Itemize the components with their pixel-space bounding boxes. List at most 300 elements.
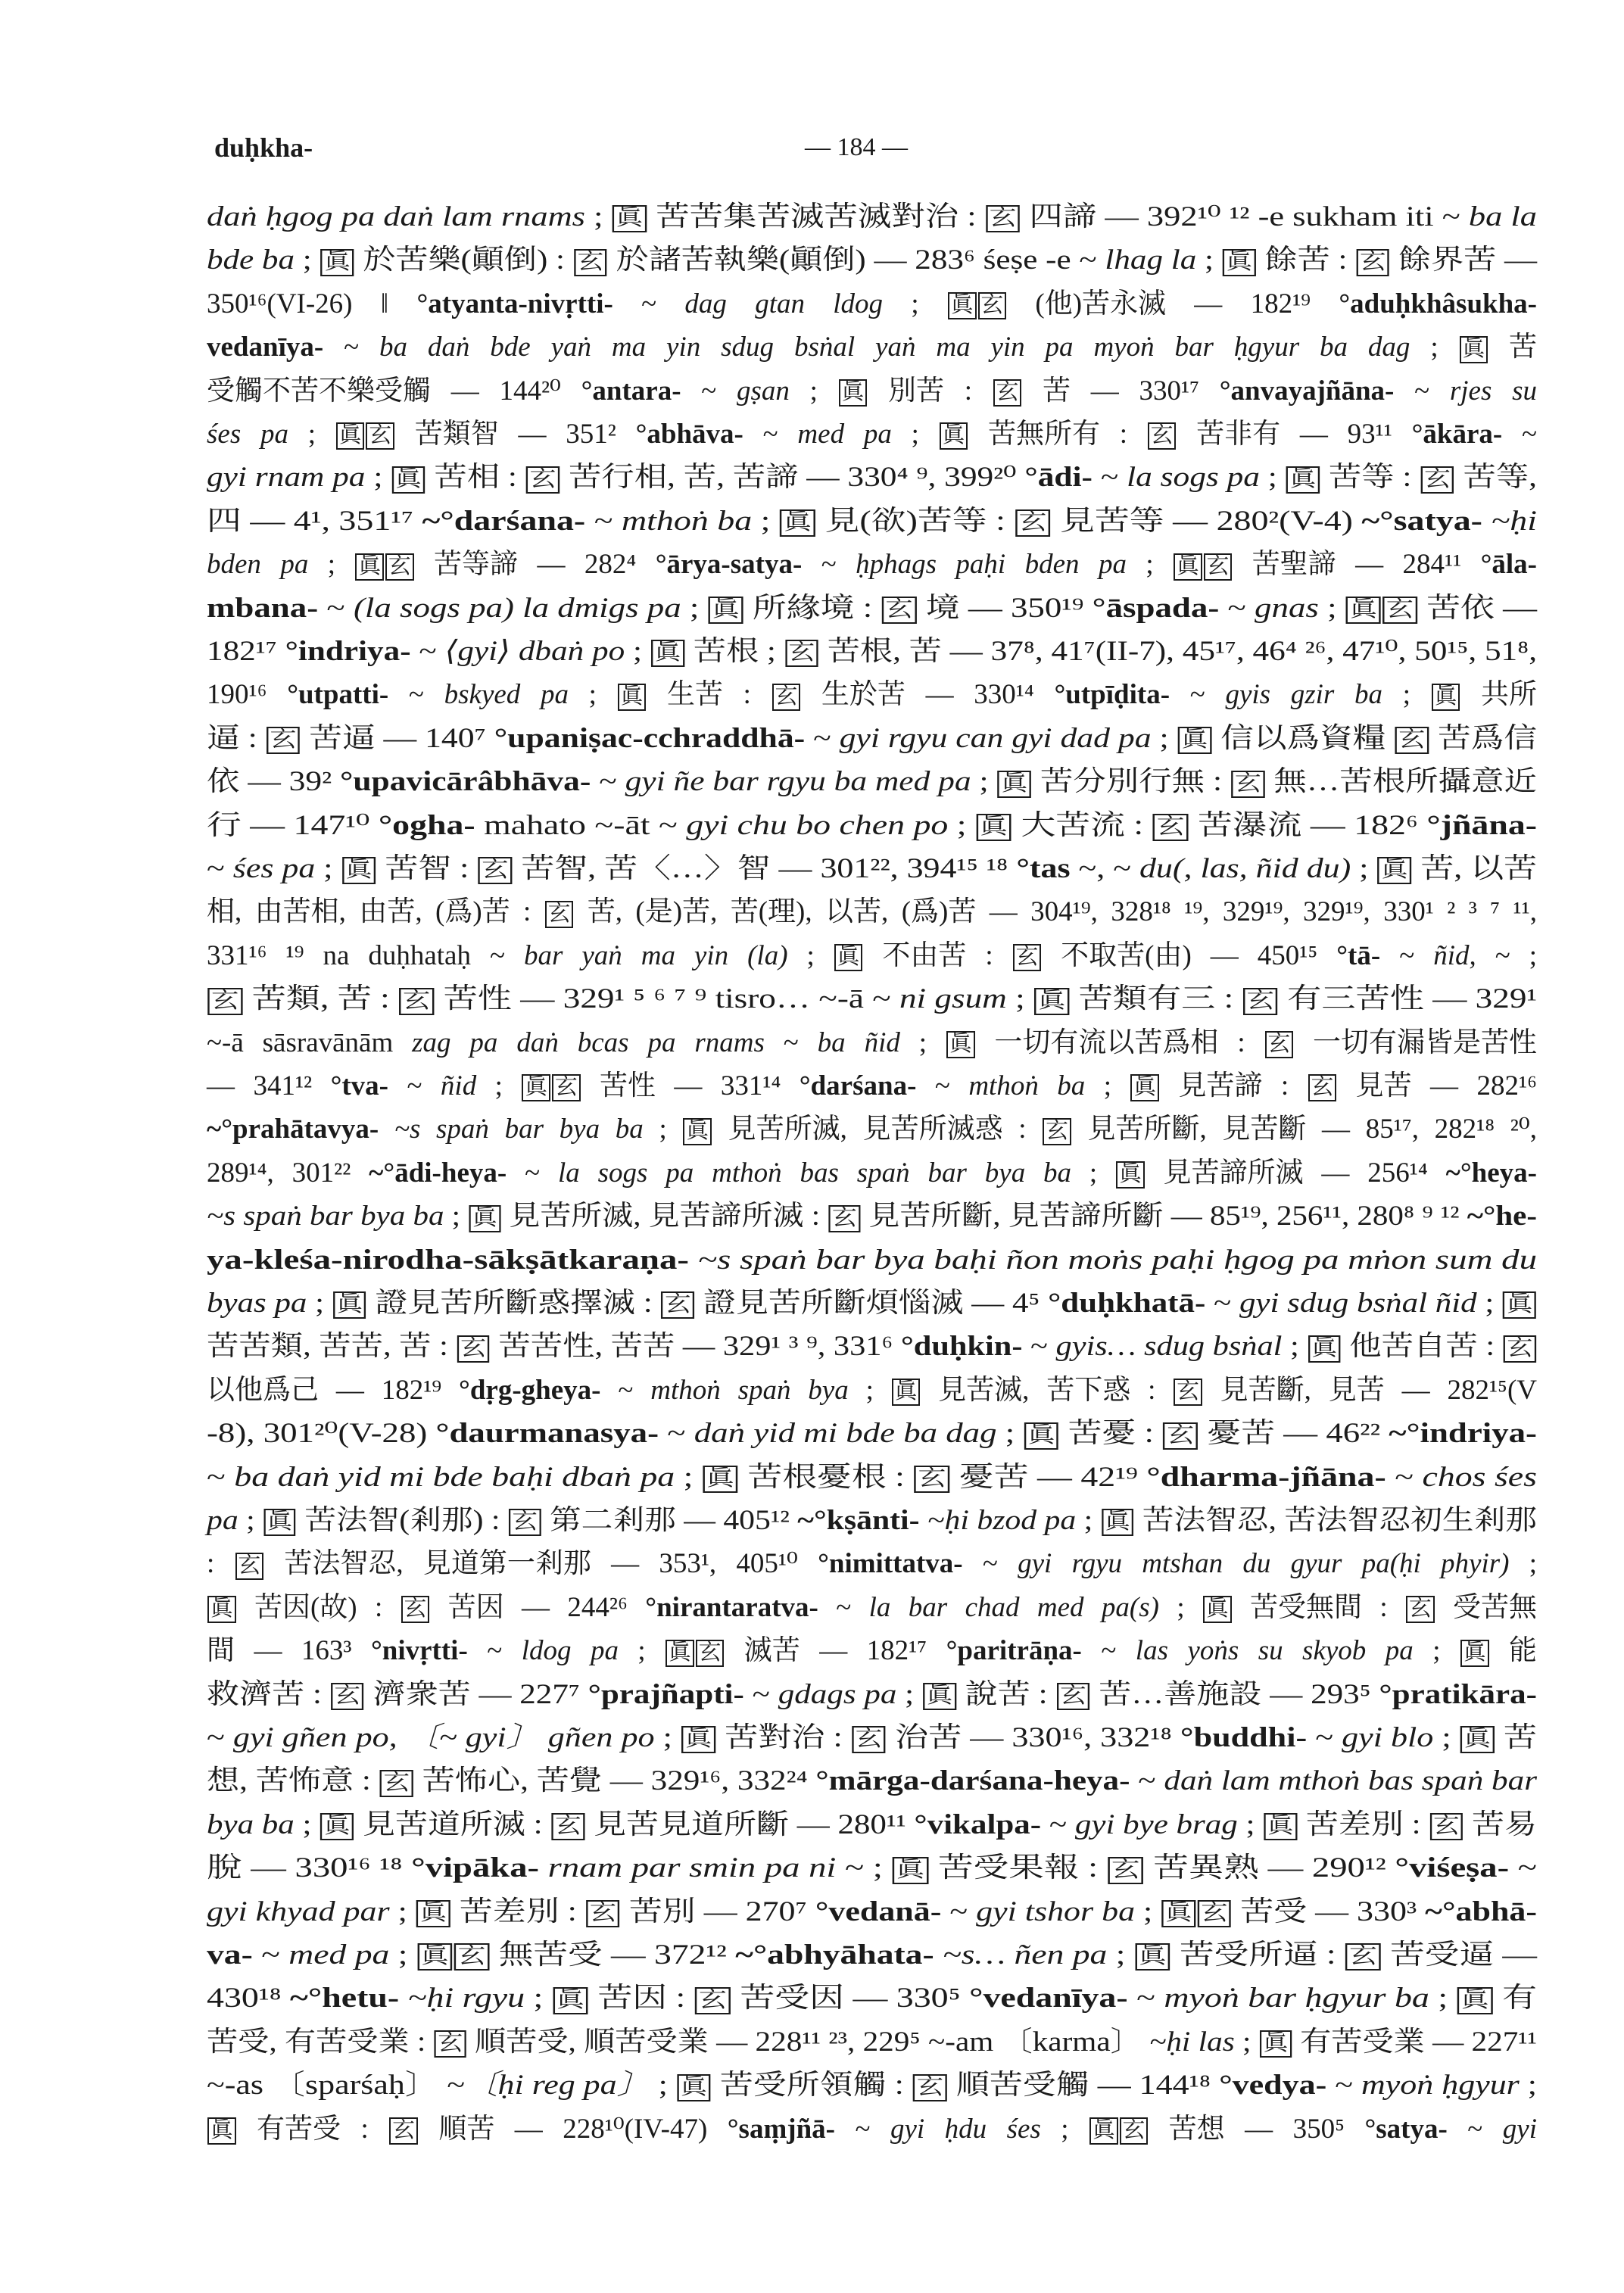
translator-mark: 玄 (828, 1205, 860, 1232)
text-run: ; (948, 809, 975, 841)
text-run: 苦苦類, 苦苦, 苦 : (207, 1331, 457, 1363)
tibetan-term: mthoṅ ba (622, 505, 753, 537)
text-run: ; (883, 288, 947, 319)
translator-mark: 眞 (709, 597, 743, 624)
sanskrit-term: °saṃjñā- (727, 2113, 835, 2145)
translator-mark: 玄 (785, 640, 818, 667)
translator-mark: 眞 (892, 1379, 921, 1406)
text-line (207, 1716, 1537, 1759)
text-run: ; (899, 1027, 946, 1058)
text-run: ; (789, 375, 838, 407)
sanskrit-term: mbana- (207, 592, 319, 624)
text-line (207, 1629, 1537, 1672)
translator-mark: 眞 (946, 1031, 975, 1058)
text-run: 見苦道所滅 : (354, 1809, 551, 1840)
text-run: ~ (388, 679, 444, 711)
text-line-content (207, 238, 1537, 282)
text-run: ; (1071, 1157, 1116, 1189)
text-run: 苦因(故) : (236, 1591, 401, 1623)
text-run: 苦憂 : (1059, 1418, 1163, 1450)
tibetan-term: las yoṅs su skyob pa (1135, 1635, 1414, 1667)
translator-mark: 眞 (1130, 1074, 1159, 1101)
text-run: 苦受所領觸 : (711, 2070, 912, 2101)
text-run: ~ (1130, 1765, 1164, 1797)
sanskrit-term: °pratikāra- (1379, 1678, 1537, 1710)
translator-mark: 眞 (651, 640, 684, 667)
sanskrit-term: °viśeṣa- (1395, 1852, 1510, 1884)
sanskrit-term: °aduḥkhâsukha- (1339, 288, 1537, 319)
text-run: 大苦流 : (1011, 809, 1152, 841)
sanskrit-term: °vedanā- (815, 1896, 942, 1927)
tibetan-term: ñid, (1433, 939, 1476, 971)
text-line-content (207, 1412, 1537, 1455)
text-line (207, 934, 1537, 977)
text-line (207, 1108, 1537, 1151)
text-run: ~ (207, 853, 233, 884)
text-run: 順苦 — 228¹⁰(IV-47) (418, 2113, 728, 2145)
text-run: 所緣境 : (743, 592, 881, 624)
text-run: 苦, (是)苦, 苦(理), 以苦, (爲)苦 — 304¹⁹, 328¹⁸ ¹⁹, 329¹⁹, 329¹⁹, 330¹ ² ³ ⁷ ¹¹, (574, 896, 1537, 928)
translator-mark: 玄 (586, 1900, 620, 1927)
text-line (207, 1846, 1537, 1890)
translator-mark: 眞 (1432, 684, 1460, 711)
text-run: 逼 : (207, 722, 266, 754)
text-run: ; (295, 245, 320, 276)
tibetan-term: myoṅ ḥgyur (1361, 2070, 1520, 2101)
text-run: 289¹⁴, 301²² (207, 1157, 369, 1189)
text-run: ; (1259, 462, 1286, 494)
text-line (207, 1759, 1537, 1802)
translator-mark: 眞 (1460, 1726, 1495, 1753)
translator-mark: 眞 (1174, 553, 1202, 581)
text-line-content (207, 1195, 1537, 1238)
text-line (207, 587, 1537, 630)
text-run: 一切有漏皆是苦性 (1294, 1027, 1537, 1058)
text-run: ~ (681, 375, 737, 407)
translator-mark: 眞 (1178, 727, 1211, 754)
text-line (207, 369, 1537, 413)
translator-mark: 眞 (1024, 1422, 1059, 1450)
text-line-content (207, 1933, 1537, 1977)
running-headword: duḥkha- (214, 132, 313, 163)
tibetan-term: ~s spaṅ bar bya ba (394, 1114, 644, 1145)
text-run: ; (654, 1722, 681, 1753)
text-run: ~ (659, 1418, 694, 1450)
text-run: 苦…善施設 — 293⁵ (1090, 1678, 1379, 1710)
text-run: ; (1006, 983, 1033, 1015)
text-run: 生苦 : (647, 679, 771, 711)
sanskrit-term: °buddhi- (1180, 1722, 1308, 1753)
text-run: ~ (1307, 1722, 1342, 1753)
tibetan-term: gyi rgyu mtshan du gyur pa(ḥi phyir) (1018, 1548, 1510, 1580)
text-run: ~ (1386, 1461, 1423, 1493)
text-run: 苦因 — 244²⁶ (430, 1591, 646, 1623)
translator-mark: 玄 (1120, 2117, 1149, 2145)
text-run: ~ (764, 1027, 818, 1058)
text-run: ~ (835, 2113, 890, 2145)
sanskrit-term: ~°ādi-heya- (369, 1157, 507, 1189)
text-line (207, 890, 1537, 933)
text-run: ~ (1219, 592, 1255, 624)
text-line-content (207, 1586, 1537, 1629)
tibetan-term: la sogs pa (1127, 462, 1260, 494)
text-line-content (207, 1108, 1537, 1151)
text-run: ; (1151, 722, 1177, 754)
text-run: ; (752, 505, 779, 537)
tibetan-term: śes pa (207, 419, 288, 450)
tibetan-term: gnas (1255, 592, 1319, 624)
text-line (207, 760, 1537, 803)
text-run: ~ (941, 1896, 977, 1927)
tibetan-term: gdags pa (778, 1678, 897, 1710)
text-run: 苦無所有 : (968, 419, 1147, 450)
translator-mark: 眞 (677, 2074, 711, 2101)
text-run: 共所 (1460, 679, 1537, 711)
text-run: 證見苦所斷煩惱滅 — 4⁵ (695, 1288, 1049, 1319)
text-run: ~ (818, 1591, 869, 1623)
text-run: 以他爲己 — 182¹⁹ (207, 1374, 460, 1406)
text-line (207, 977, 1537, 1020)
translator-mark: 玄 (1308, 1074, 1337, 1101)
text-run: 苦受, 有苦受業 : (207, 2026, 434, 2058)
text-run: 苦受逼 — (1381, 1939, 1537, 1971)
text-run: 說苦 : (956, 1678, 1056, 1710)
text-run: 見苦 — 282¹⁶ (1337, 1070, 1537, 1101)
text-line-content (207, 1542, 1537, 1585)
translator-mark: 眞 (417, 1943, 452, 1971)
text-run: 能 (1489, 1635, 1537, 1667)
tibetan-term: daṅ yid mi bde ba dag (694, 1418, 997, 1450)
text-run: ; (1429, 1983, 1457, 2014)
text-line (207, 804, 1537, 847)
translator-mark: 玄 (978, 292, 1007, 319)
sanskrit-term: °dharma-jñāna- (1146, 1461, 1386, 1493)
translator-mark: 眞 (355, 553, 384, 581)
text-run: 有苦受 : (236, 2113, 389, 2145)
text-line-content (207, 804, 1537, 847)
sanskrit-term: °nimittatva- (818, 1548, 963, 1580)
text-line (207, 2064, 1537, 2107)
sanskrit-term: °tā- (1336, 939, 1381, 971)
text-run: ; (525, 1983, 552, 2014)
tibetan-term: dag gtan ldog (684, 288, 884, 319)
index-entries (207, 195, 1537, 2156)
text-run: 見苦諦所滅 — 256¹⁴ (1145, 1157, 1446, 1189)
tibetan-term: ~〔ḥi reg pa〕 (446, 2070, 650, 2101)
text-run: ~ (591, 766, 625, 798)
text-run: ; (1196, 245, 1222, 276)
text-run: 憂苦 — 42¹⁹ (950, 1461, 1147, 1493)
text-run: 苦非有 — 93¹¹ (1177, 419, 1412, 450)
translator-mark: 玄 (207, 988, 242, 1015)
sanskrit-term: °vipāka- (411, 1852, 540, 1884)
text-run: 苦逼 — 140⁷ (301, 722, 494, 754)
text-run: 苦性 — 329¹ ⁵ ⁶ ⁷ ⁹ tisro… ~-ā ~ (435, 983, 899, 1015)
text-run: 不取苦(由) — 450¹⁵ (1042, 939, 1337, 971)
text-run: ~ (1326, 2070, 1362, 2101)
text-run: ; (1413, 1635, 1460, 1667)
translator-mark: 眞 (1346, 597, 1381, 624)
text-line-content (207, 977, 1537, 1020)
text-run: 第二剎那 — 405¹² (541, 1505, 798, 1536)
text-run: ~ (252, 1939, 289, 1971)
tibetan-term: gyi ḥdu śes (890, 2113, 1041, 2145)
text-run: ~ (743, 419, 798, 450)
translator-mark: 玄 (235, 1553, 264, 1580)
translator-mark: 玄 (1420, 466, 1454, 494)
sanskrit-term: °upaniṣac-cchraddhā- (494, 722, 806, 754)
text-run: 四諦 — 392¹⁰ ¹² -e sukham iti ~ (1021, 201, 1469, 232)
tibetan-term: gyi rnam pa (207, 462, 366, 494)
translator-mark: 眞 (1378, 857, 1412, 884)
translator-mark: 眞 (839, 379, 868, 407)
text-run: ; (681, 592, 708, 624)
translator-mark: 眞 (976, 814, 1011, 841)
text-run: 350¹⁶(VI-26) ‖ (207, 288, 417, 319)
text-line-content (207, 934, 1537, 977)
text-run: ~-as 〔sparśaḥ〕 (207, 2070, 447, 2101)
sanskrit-term: °ogha- (378, 809, 475, 841)
tibetan-term: lhag la (1105, 245, 1197, 276)
text-run: 濟衆苦 — 227⁷ (364, 1678, 588, 1710)
text-run: ; (1158, 1591, 1202, 1623)
text-line-content (207, 326, 1537, 369)
translator-mark: 眞 (263, 1509, 295, 1536)
text-run: ~ (1205, 1288, 1239, 1319)
text-line (207, 1673, 1537, 1716)
text-run: ; (1126, 549, 1174, 581)
text-run (934, 1939, 943, 1971)
translator-mark: 眞 (416, 1900, 450, 1927)
text-run: 苦智, 苦〈…〉智 — 301²², 394¹⁵ ¹⁸ (513, 853, 1017, 884)
text-run: mahato ~-āt ~ (475, 809, 687, 841)
tibetan-term: gyi (1502, 2113, 1537, 2145)
text-run: 苦類智 — 351² (394, 419, 636, 450)
text-run (689, 1245, 698, 1276)
text-run: 苦因 : (588, 1983, 694, 2014)
translator-mark: 玄 (545, 901, 574, 928)
text-line (207, 1803, 1537, 1846)
tibetan-term: ~ḥi bzod pa (927, 1505, 1077, 1536)
translator-mark: 眞 (207, 1596, 236, 1623)
text-line (207, 413, 1537, 456)
translator-mark: 玄 (986, 205, 1020, 232)
translator-mark: 眞 (618, 684, 647, 711)
translator-mark: 玄 (1108, 1857, 1143, 1884)
text-run: 苦別 — 270⁷ (620, 1896, 815, 1927)
translator-mark: 玄 (380, 1770, 413, 1797)
text-run: 苦受果報 : (929, 1852, 1107, 1884)
text-run: ; (625, 636, 650, 667)
translator-mark: 玄 (1395, 727, 1429, 754)
text-run: 救濟苦 : (207, 1678, 330, 1710)
text-run: ; (1076, 1505, 1101, 1536)
text-line-content (207, 587, 1537, 630)
text-run: ; (1509, 1548, 1537, 1580)
text-run: 苦怖心, 苦覺 — 329¹⁶, 332²⁴ (413, 1765, 816, 1797)
translator-mark: 玄 (1265, 1031, 1294, 1058)
tibetan-term: ~ḥi rgyu (407, 1983, 525, 2014)
tibetan-term: daṅ lam mthoṅ bas spaṅ bar (1164, 1765, 1537, 1797)
text-run: 苦異熟 — 290¹² (1144, 1852, 1395, 1884)
page-number: — 184 — (805, 133, 908, 161)
sanskrit-term: ~°abhyāhata- (735, 1939, 934, 1971)
text-line (207, 1542, 1537, 1585)
text-run: ; (389, 1896, 416, 1927)
tibetan-term: ni gsum (899, 983, 1007, 1015)
text-run: 見苦所滅, 見苦諦所滅 : (501, 1201, 828, 1232)
tibetan-term: gyi gñen po, 〔~ gyi〕 gñen po (232, 1722, 655, 1753)
tibetan-term: ~s spaṅ bar bya baḥi ñon moṅs paḥi ḥgog pa mṅon sum du (697, 1244, 1537, 1276)
text-line-content (207, 1977, 1537, 2020)
sanskrit-term: °indriya- (285, 636, 411, 667)
text-run: 430¹⁸ (207, 1983, 291, 2014)
text-run: ~ (1022, 1331, 1056, 1363)
text-run: 見苦所斷, 見苦諦所斷 — 85¹⁹, 256¹¹, 280⁸ ⁹ ¹² (861, 1201, 1467, 1232)
translator-mark: 眞 (1264, 1813, 1297, 1840)
text-line (207, 1890, 1537, 1933)
text-run: ~ (1170, 679, 1226, 711)
text-run: ; (584, 201, 612, 232)
text-run: ~ (600, 1374, 651, 1406)
tibetan-term: ~ḥi (1491, 505, 1537, 537)
sanskrit-term: °daurmanasya- (435, 1418, 659, 1450)
text-line-content (207, 1021, 1537, 1064)
text-line-content (207, 2064, 1537, 2107)
text-line-content (207, 1151, 1537, 1195)
sanskrit-term: °duḥkhatā- (1048, 1288, 1206, 1319)
translator-mark: 玄 (366, 422, 394, 450)
text-run: 苦想 — 350⁵ (1149, 2113, 1365, 2145)
text-line-content (207, 282, 1537, 326)
text-line (207, 1282, 1537, 1325)
text-run: ~ ; (836, 1852, 892, 1884)
translator-mark: 玄 (435, 2030, 466, 2058)
sanskrit-term: ~°prahātavya- (207, 1114, 379, 1145)
text-run: (他)苦永滅 — 182¹⁹ (1007, 288, 1339, 319)
text-run: ; (1107, 1939, 1134, 1971)
text-run: ; (643, 1114, 683, 1145)
translator-mark: 眞 (780, 509, 815, 537)
text-run: 苦爲信 (1429, 722, 1537, 754)
text-run: ; (675, 1461, 702, 1493)
text-run: 苦法智(剎那) : (296, 1505, 508, 1536)
text-run: 憂苦 — 46²² (1199, 1418, 1389, 1450)
text-run: 苦分別行無 : (1031, 766, 1230, 798)
translator-mark: 眞 (469, 1205, 500, 1232)
sanskrit-term: °satya- (1364, 2113, 1448, 2145)
text-line (207, 195, 1537, 238)
text-line (207, 1933, 1537, 1977)
text-run: ~-ā sāsravānām (207, 1027, 413, 1058)
text-run: 見苦等 — 280²(V-4) (1051, 505, 1362, 537)
text-line-content (207, 413, 1537, 456)
text-run: 受觸不苦不樂受觸 — 144²⁰ (207, 375, 581, 407)
translator-mark: 玄 (993, 379, 1022, 407)
tibetan-term: bden pa (207, 549, 309, 581)
text-run: 苦等 : (1320, 462, 1420, 494)
text-run: ~ (467, 1635, 522, 1667)
text-run: ~ (916, 1070, 969, 1101)
sanskrit-term: °ārya-satya- (655, 549, 803, 581)
sanskrit-term: ~°darśana- (422, 505, 586, 537)
translator-mark: 玄 (454, 1943, 489, 1971)
tibetan-term: ~s spaṅ bar bya ba (207, 1201, 444, 1232)
text-run: ; (1519, 2070, 1538, 2101)
text-run: 苦 (1488, 332, 1537, 363)
text-run: 苦相 : (425, 462, 525, 494)
translator-mark: 眞 (1161, 1900, 1195, 1927)
translator-mark: 眞 (665, 1640, 694, 1667)
text-run: : (207, 1548, 235, 1580)
sanskrit-term: °vedanīya- (969, 1983, 1128, 2014)
text-run: ; (476, 1070, 522, 1101)
translator-mark: 玄 (1204, 553, 1233, 581)
text-run: 苦根憂根 : (738, 1461, 914, 1493)
text-run: 苦苦集苦滅苦滅對治 : (647, 201, 985, 232)
text-run: 順苦受觸 — 144¹⁸ (947, 2070, 1220, 2101)
text-run: ~ (1081, 1635, 1136, 1667)
text-run: ~ (805, 722, 840, 754)
sanskrit-term: °ādi- (1024, 462, 1093, 494)
text-run: ; (294, 1809, 320, 1840)
tibetan-term: ba la (1468, 201, 1537, 232)
text-line (207, 717, 1537, 760)
tibetan-term: bde ba (207, 245, 295, 276)
sanskrit-term: °āla- (1480, 549, 1537, 581)
sanskrit-term: °atyanta-nivṛtti- (416, 288, 613, 319)
text-line (207, 1586, 1537, 1629)
text-run: 苦受 — 330³ (1232, 1896, 1426, 1927)
text-run: ; (1085, 1070, 1130, 1101)
text-run: 想, 苦怖意 : (207, 1765, 379, 1797)
text-line-content (207, 847, 1537, 890)
sanskrit-term: °nirantaratva- (645, 1591, 818, 1623)
tibetan-term: (la sogs pa) la dmigs pa (353, 592, 681, 624)
translator-mark: 玄 (882, 597, 917, 624)
text-line-content (207, 760, 1537, 803)
text-line (207, 847, 1537, 890)
sanskrit-term: °jñāna- (1426, 809, 1538, 841)
tibetan-term: bskyed pa (444, 679, 569, 711)
text-run: ; (568, 679, 617, 711)
text-run: ; (365, 462, 391, 494)
translator-mark: 玄 (331, 1683, 364, 1710)
text-line-content (207, 673, 1537, 716)
text-run: ~ (802, 549, 856, 581)
text-run: 生於苦 — 330¹⁴ (801, 679, 1055, 711)
tibetan-term: gyi ñe bar rgyu ba med pa (625, 766, 971, 798)
text-run (539, 1852, 548, 1883)
translator-mark: 玄 (1382, 597, 1417, 624)
sanskrit-term: ~°hetu- (290, 1983, 400, 2014)
translator-mark: 眞 (923, 1683, 956, 1710)
translator-mark: 玄 (1345, 1943, 1380, 1971)
text-run: ~ (613, 288, 685, 319)
translator-mark: 玄 (267, 727, 300, 754)
text-line (207, 1412, 1537, 1455)
tibetan-term: pa (207, 1505, 238, 1536)
text-run: 依 — 39² (207, 766, 341, 798)
translator-mark: 玄 (551, 1813, 584, 1840)
text-run: ~ (410, 636, 445, 667)
tibetan-term: ~ḥi las (1149, 2026, 1235, 2058)
text-line-content (207, 500, 1537, 543)
text-run: 苦類, 苦 : (243, 983, 398, 1015)
tibetan-term: gyi tshor ba (976, 1896, 1136, 1927)
text-run: ~ (1394, 375, 1450, 407)
text-line-content (207, 1064, 1537, 1108)
